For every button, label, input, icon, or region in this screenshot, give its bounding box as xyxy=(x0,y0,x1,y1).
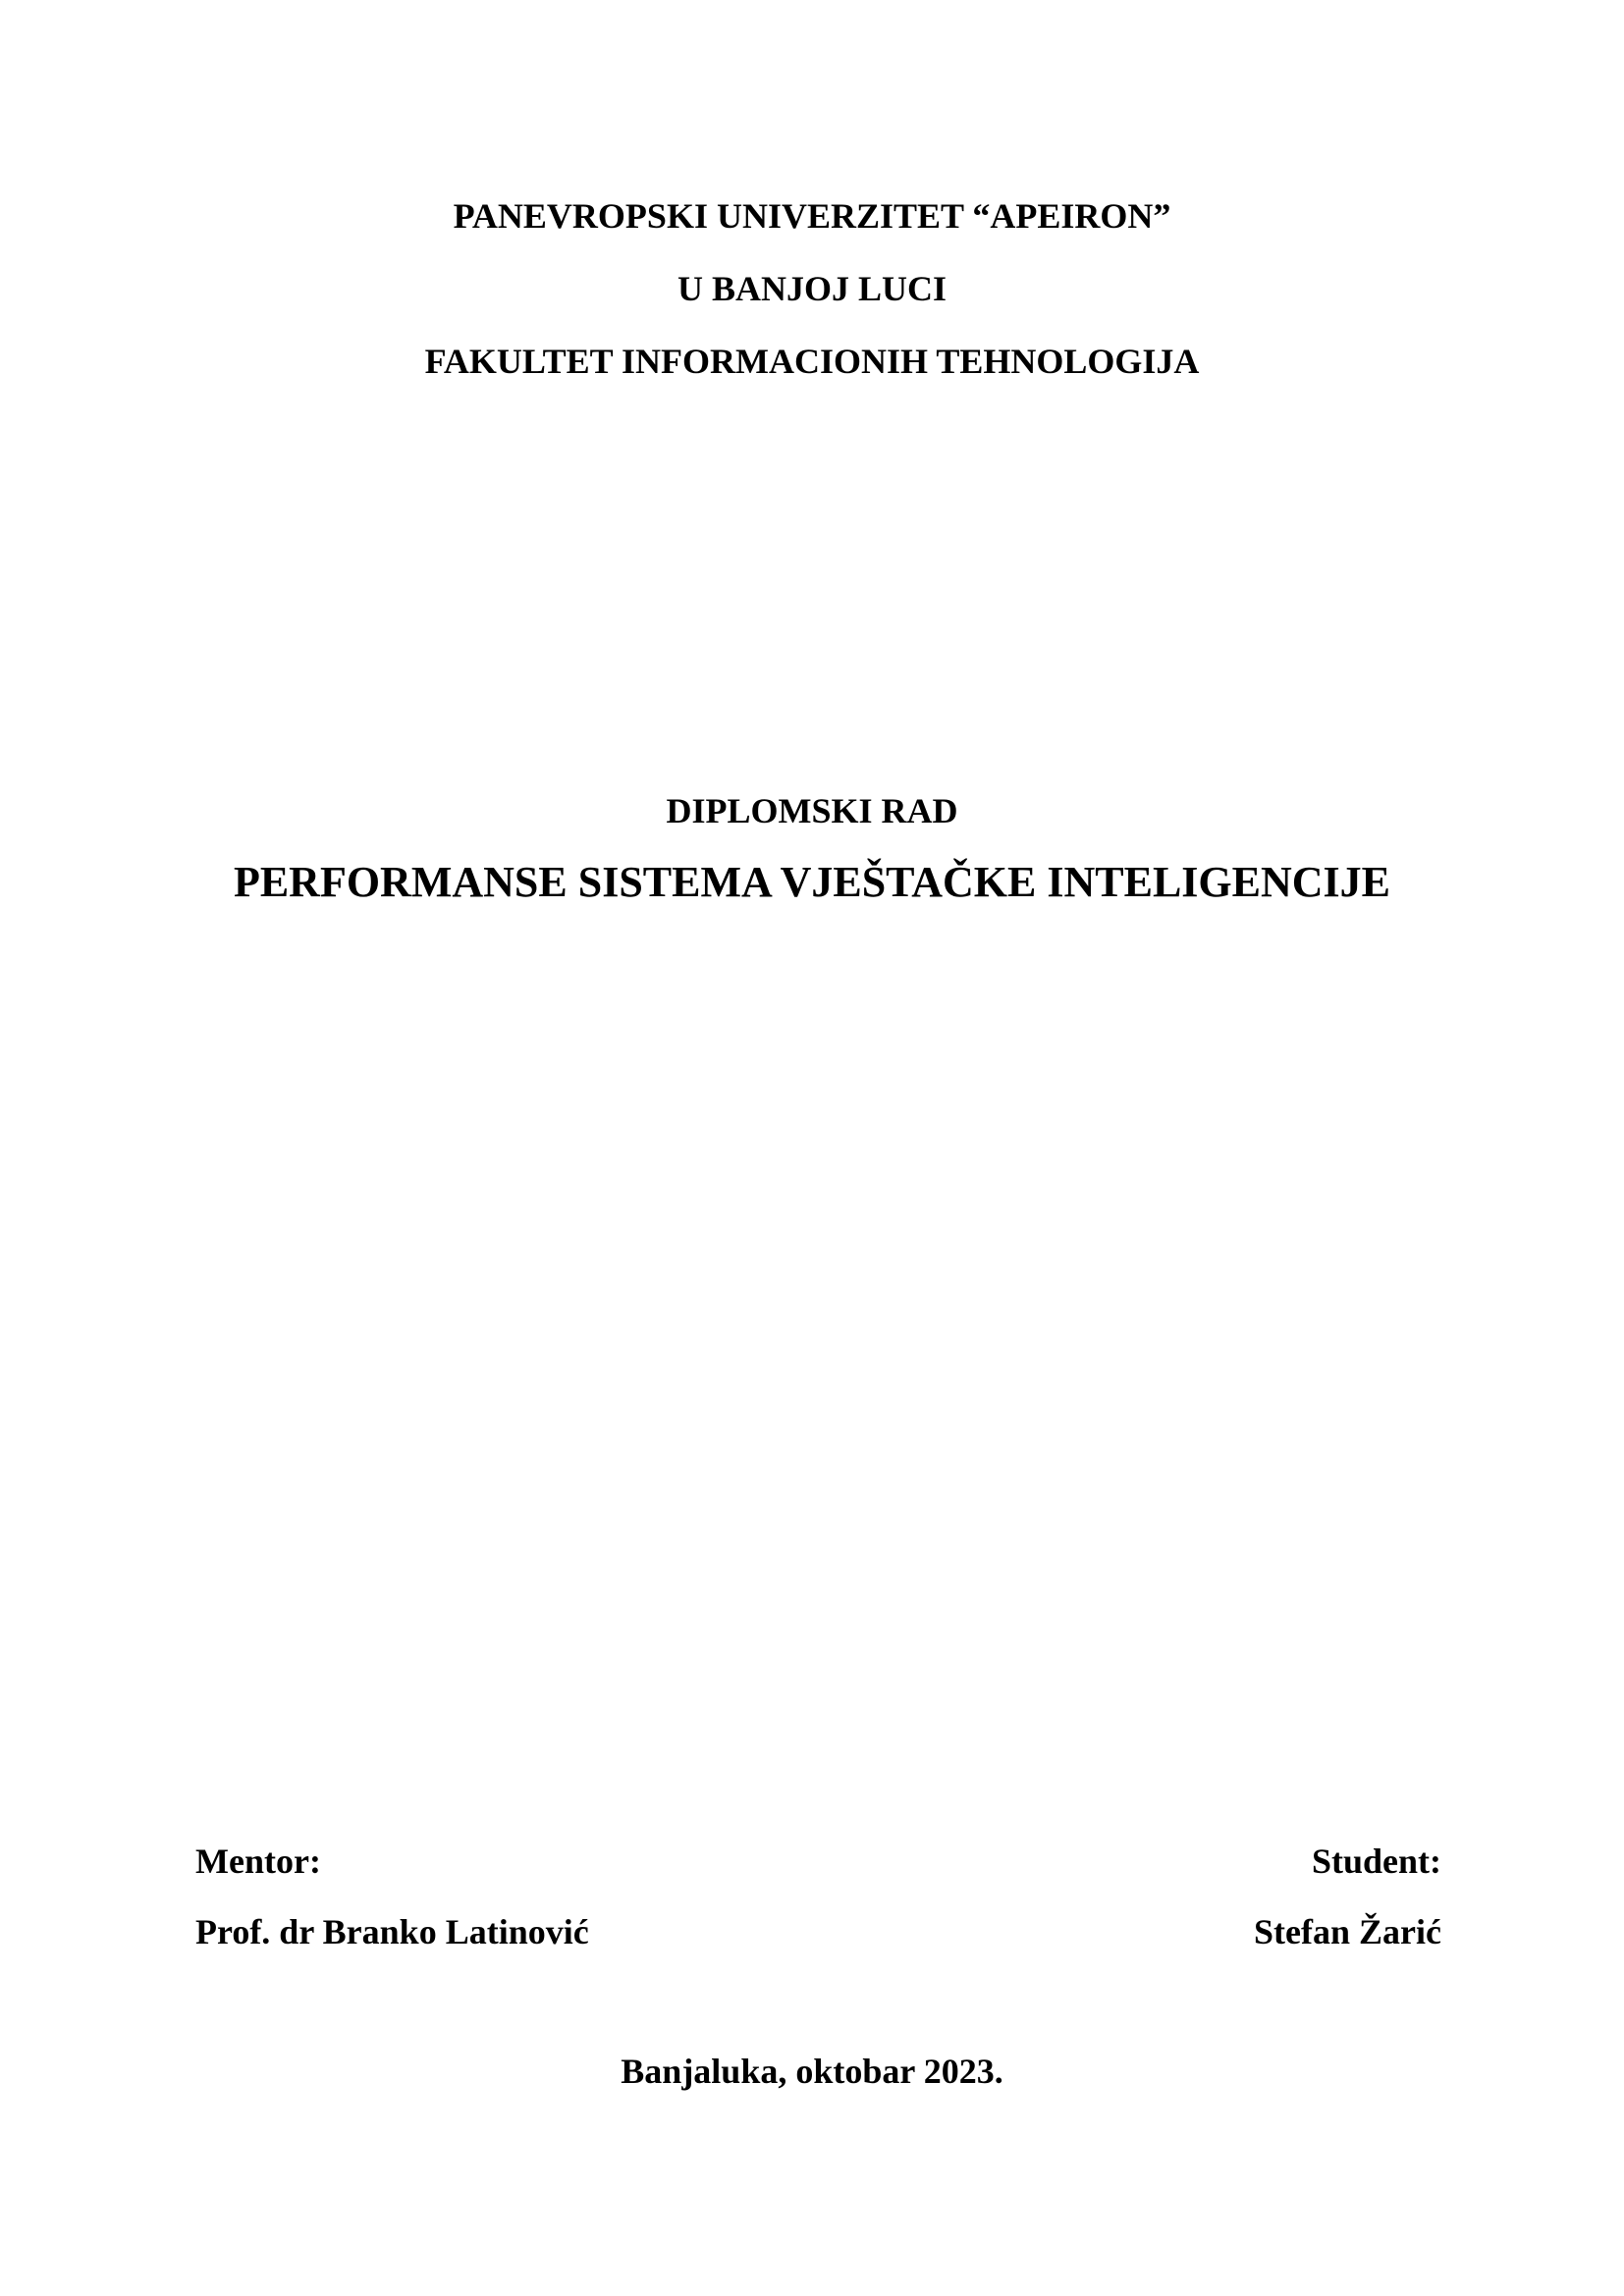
mentor-name: Prof. dr Branko Latinović xyxy=(195,1912,589,1951)
student-name: Stefan Žarić xyxy=(1254,1912,1441,1951)
thesis-title: PERFORMANSE SISTEMA VJEŠTAČKE INTELIGENCIJE xyxy=(233,858,1391,906)
thesis-type: DIPLOMSKI RAD xyxy=(666,791,958,830)
faculty-name: FAKULTET INFORMACIONIH TEHNOLOGIJA xyxy=(424,342,1200,381)
university-name: PANEVROPSKI UNIVERZITET “APEIRON” xyxy=(453,196,1171,236)
student-label: Student: xyxy=(1311,1842,1441,1881)
place-and-date: Banjaluka, oktobar 2023. xyxy=(621,2052,1003,2091)
mentor-label: Mentor: xyxy=(195,1842,321,1881)
university-city: U BANJOJ LUCI xyxy=(677,269,947,308)
